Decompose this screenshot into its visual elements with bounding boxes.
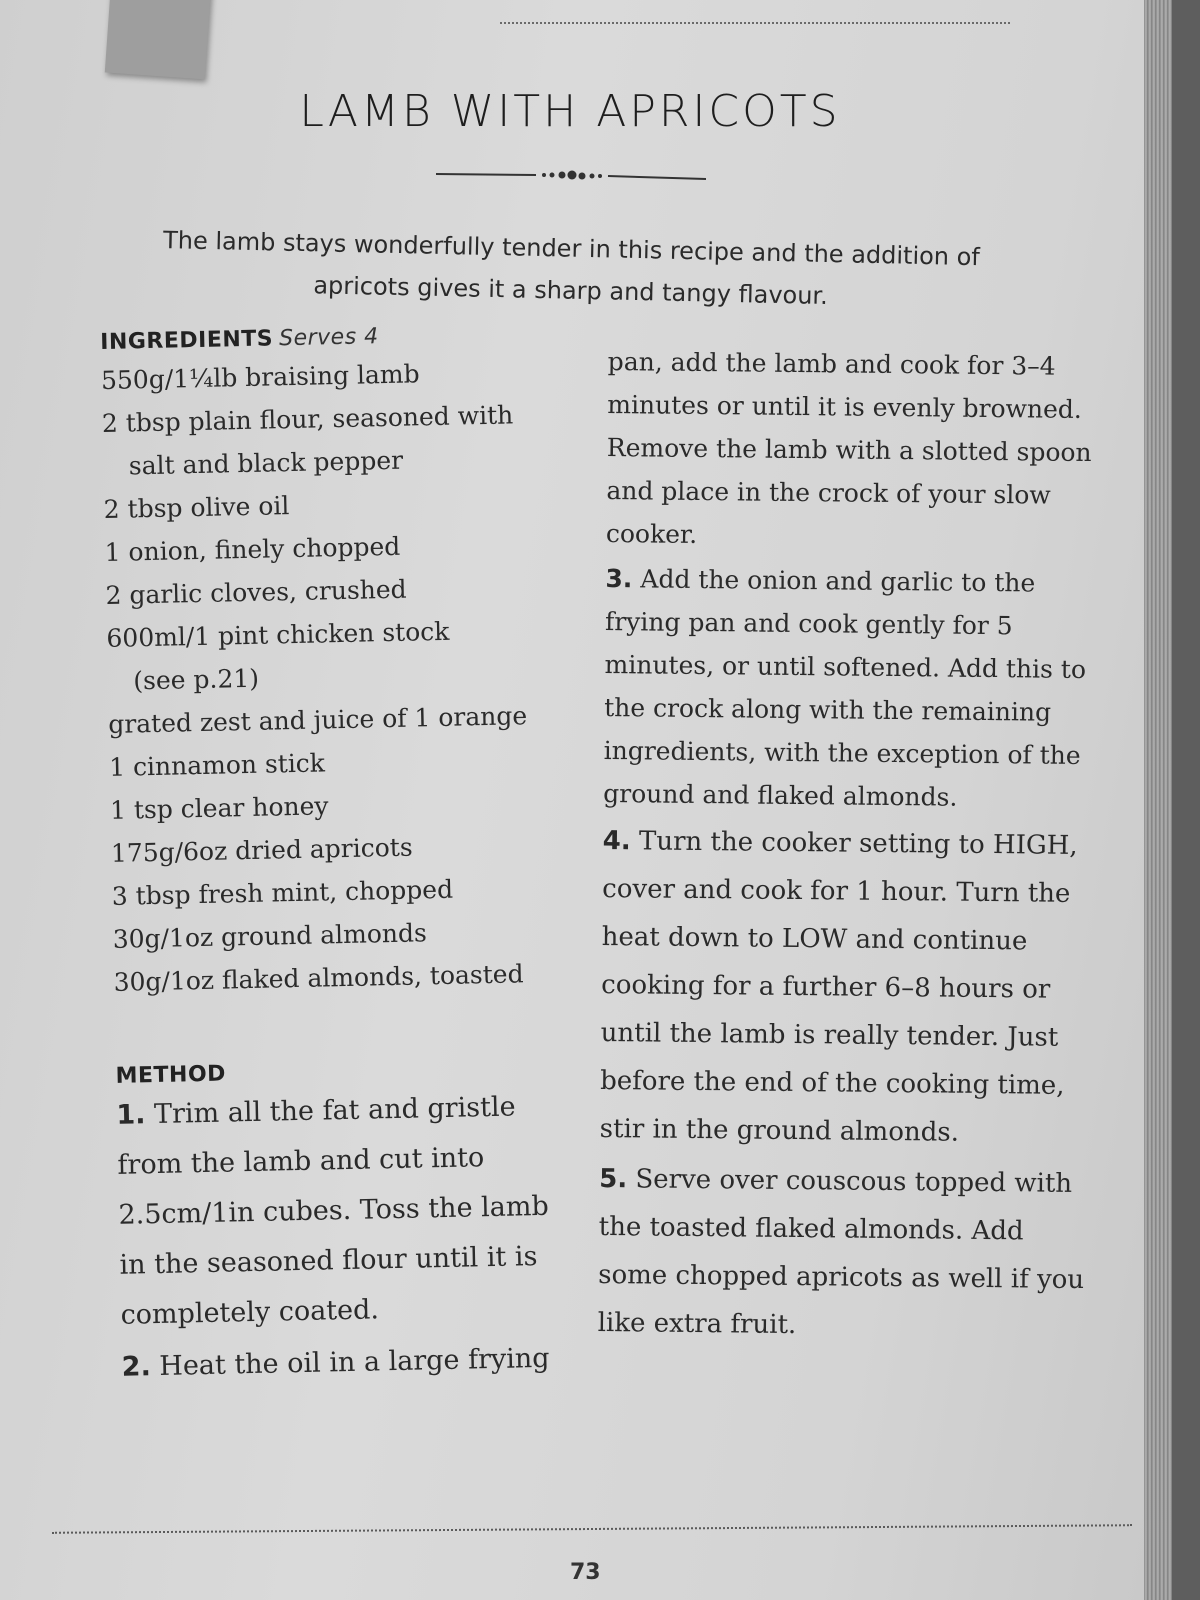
serves-label: Serves 4 [278, 324, 379, 352]
left-column [100, 320, 582, 1392]
step-text: Turn the cooker setting to HIGH, cover and cook for 1 hour. Turn the heat down to LOW and continue cooking for a further 6–8 hours or until the lamb is really tender. Just before the end of the cooking time, stir in the ground almonds. [599, 826, 1078, 1148]
page-number: 73 [570, 1560, 601, 1585]
ingredient-item: 30g/1oz ground almonds [112, 918, 428, 954]
method-step-3 [603, 557, 1106, 820]
ingredient-item: 2 tbsp olive oil [103, 491, 290, 524]
step-text: Trim all the fat and gristle from the lamb and cut into 2.5cm/1in cubes. Toss the lamb in the seasoned flour until it is completely coated. [117, 1091, 550, 1331]
bottom-dotted-rule [52, 1524, 1132, 1534]
bookmark-tab [105, 0, 211, 79]
method-step-2-continued [606, 340, 1108, 560]
recipe-title [0, 86, 1140, 137]
step-number: 3. [605, 563, 633, 594]
ingredient-item: salt and black pepper [128, 445, 404, 481]
ingredient-item: 550g/1¼lb braising lamb [100, 359, 420, 395]
step-text: Heat the oil in a large frying [159, 1342, 550, 1382]
ingredient-item: 3 tbsp fresh mint, chopped [111, 874, 454, 911]
top-dotted-rule [500, 22, 1010, 24]
recipe-intro: The lamb stays wonderfully tender in this recipe and the addition of apricots gives it a sharp and tangy flavour. [162, 226, 981, 311]
step-text: Serve over couscous topped with the toasted flaked almonds. Add some chopped apricots as well if you like extra fruit. [597, 1164, 1085, 1341]
ingredient-item: 30g/1oz flaked almonds, toasted [113, 959, 524, 997]
ingredients-list [101, 349, 574, 1003]
ingredient-item: 1 onion, finely chopped [104, 531, 401, 567]
ingredient-item: (see p.21) [133, 663, 260, 696]
step-number: 4. [602, 825, 631, 857]
method-step-1 [116, 1081, 581, 1341]
page-edge [1144, 0, 1172, 1600]
step-text: Add the onion and garlic to the frying pan and cook gently for 5 minutes, or until softened. Add this to the crock along with the remaining ingredients, with the exception of the ground and flaked almonds. [603, 564, 1087, 812]
ingredient-item: grated zest and juice of 1 orange [107, 701, 528, 739]
ingredient-item: 2 tbsp plain flour, seasoned with [101, 400, 514, 438]
ingredient-item: 175g/6oz dried apricots [110, 832, 413, 868]
step-number: 1. [116, 1099, 146, 1131]
right-column [597, 340, 1108, 1352]
ornament-divider-icon [436, 166, 706, 186]
ingredients-heading-label: INGREDIENTS [100, 326, 274, 355]
ingredient-item: 2 garlic cloves, crushed [105, 574, 407, 610]
step-number: 5. [599, 1163, 628, 1195]
ingredient-item: 1 tsp clear honey [109, 791, 329, 825]
step-number: 2. [121, 1351, 152, 1383]
recipe-title-text: LAMB WITH APRICOTS [299, 86, 841, 137]
method-heading: METHOD [115, 1061, 227, 1089]
ingredient-item: 600ml/1 pint chicken stock [106, 616, 450, 653]
method-step-5 [597, 1155, 1099, 1352]
method-step-4 [599, 817, 1102, 1158]
method-step-2 [121, 1333, 582, 1393]
ingredient-item: 1 cinnamon stick [108, 748, 326, 782]
step-text: pan, add the lamb and cook for 3–4 minutes or until it is evenly browned. Remove the lamb with a slotted spoon and place in the crock of your slow cooker. [605, 346, 1092, 549]
